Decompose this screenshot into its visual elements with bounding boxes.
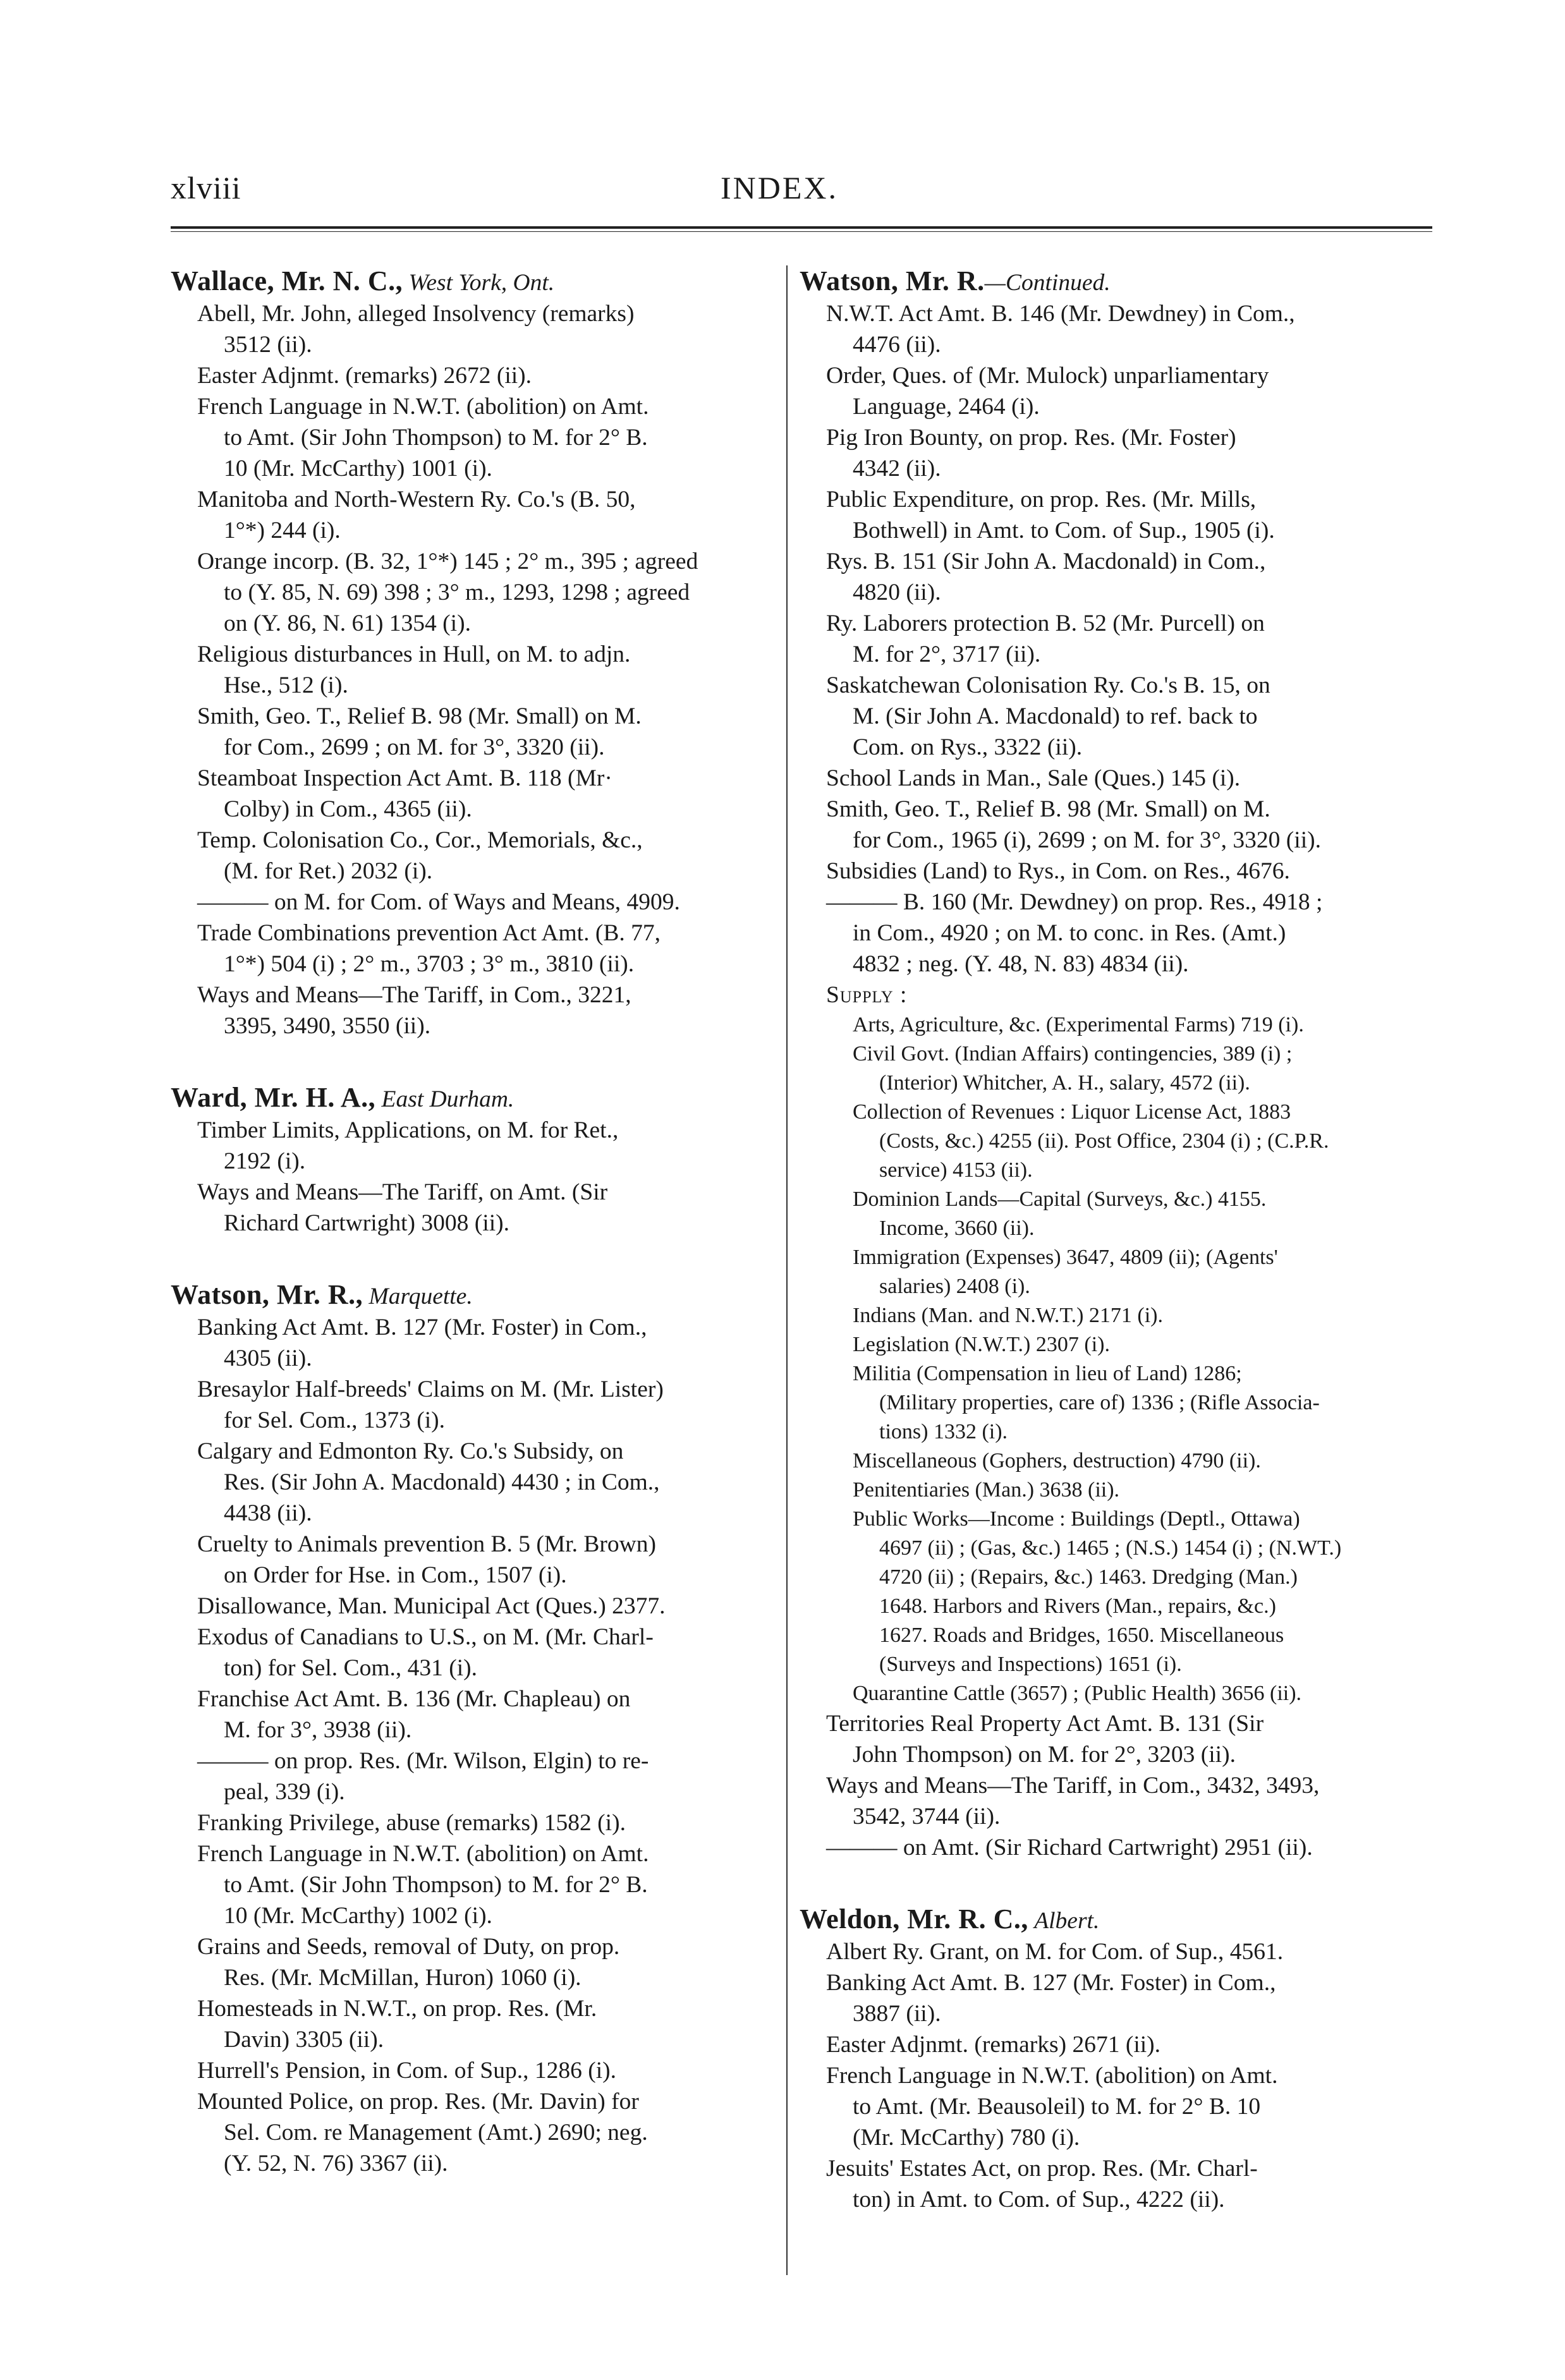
entry-continuation: (Mr. McCarthy) 780 (i). xyxy=(853,2125,1080,2151)
entry-line: Albert Ry. Grant, on M. for Com. of Sup., 4561. xyxy=(826,1939,1284,1965)
member-weldon xyxy=(800,1903,1413,2215)
member-watson-continued xyxy=(800,265,1413,1863)
supply-entry xyxy=(800,1301,1413,1330)
entry-continuation: 2192 (i). xyxy=(224,1148,306,1174)
index-entry xyxy=(171,918,784,980)
index-entry xyxy=(171,763,784,825)
entry-line: Smith, Geo. T., Relief B. 98 (Mr. Small) on M. xyxy=(197,703,642,729)
entry-continuation: M. (Sir John A. Macdonald) to ref. back to xyxy=(853,703,1258,729)
index-entry xyxy=(800,1936,1413,1967)
index-entry xyxy=(800,2029,1413,2060)
index-entry xyxy=(800,887,1413,980)
entry-continuation: 3395, 3490, 3550 (ii). xyxy=(224,1013,431,1039)
index-entry xyxy=(800,608,1413,670)
index-entry xyxy=(171,1436,784,1529)
entry-continuation: Sel. Com. re Management (Amt.) 2690; neg. xyxy=(224,2120,648,2146)
entry-line: Grains and Seeds, removal of Duty, on prop. xyxy=(197,1934,620,1960)
entry-line: Mounted Police, on prop. Res. (Mr. Davin) for xyxy=(197,2089,639,2115)
index-entry xyxy=(800,298,1413,360)
entry-continuation: 1°*) 504 (i) ; 2° m., 3703 ; 3° m., 3810 (ii). xyxy=(224,951,635,977)
entry-line: Ry. Laborers protection B. 52 (Mr. Purcell) on xyxy=(826,610,1265,636)
entry-line: Banking Act Amt. B. 127 (Mr. Foster) in Com., xyxy=(826,1970,1276,1996)
index-entry xyxy=(800,2153,1413,2215)
constituency: Marquette. xyxy=(368,1284,473,1309)
entry-continuation: 4476 (ii). xyxy=(853,332,941,358)
supply-entry xyxy=(800,1243,1413,1301)
entry-line: Abell, Mr. John, alleged Insolvency (remarks) xyxy=(197,301,635,327)
member-heading xyxy=(171,1279,784,1312)
entry-line: Miscellaneous (Gophers, destruction) 4790 (ii). xyxy=(853,1449,1261,1472)
index-entry xyxy=(171,1529,784,1591)
entry-line: Pig Iron Bounty, on prop. Res. (Mr. Foster) xyxy=(826,425,1236,451)
entry-line: Saskatchewan Colonisation Ry. Co.'s B. 15, on xyxy=(826,672,1270,698)
entry-line: French Language in N.W.T. (abolition) on Amt. xyxy=(826,2063,1278,2089)
entry-continuation: on (Y. 86, N. 61) 1354 (i). xyxy=(224,610,471,636)
index-entry xyxy=(171,1993,784,2055)
member-name: Ward, Mr. H. A., xyxy=(171,1082,376,1113)
entry-continuation: to Amt. (Sir John Thompson) to M. for 2° B. xyxy=(224,1872,648,1898)
entry-line: Religious disturbances in Hull, on M. to adjn. xyxy=(197,641,631,667)
entry-continuation: Res. (Sir John A. Macdonald) 4430 ; in Com., xyxy=(224,1469,660,1495)
entry-line: Quarantine Cattle (3657) ; (Public Health) 3656 (ii). xyxy=(853,1682,1302,1705)
entry-continuation: 4832 ; neg. (Y. 48, N. 83) 4834 (ii). xyxy=(853,951,1189,977)
entry-continuation: 1627. Roads and Bridges, 1650. Miscellaneous xyxy=(879,1624,1284,1647)
entry-line: Banking Act Amt. B. 127 (Mr. Foster) in Com., xyxy=(197,1314,647,1340)
member-name: Weldon, Mr. R. C., xyxy=(800,1903,1028,1934)
index-entry xyxy=(171,484,784,546)
supply-entry xyxy=(800,1447,1413,1476)
supply-entry xyxy=(800,1011,1413,1040)
entry-continuation: Bothwell) in Amt. to Com. of Sup., 1905 (i). xyxy=(853,518,1275,543)
member-ward xyxy=(171,1082,784,1239)
index-entry xyxy=(800,856,1413,887)
entry-continuation: Colby) in Com., 4365 (ii). xyxy=(224,796,472,822)
entry-line: Penitentiaries (Man.) 3638 (ii). xyxy=(853,1478,1120,1502)
supply-entry xyxy=(800,1505,1413,1679)
entry-line: Exodus of Canadians to U.S., on M. (Mr. Charl- xyxy=(197,1624,654,1650)
member-wallace xyxy=(171,265,784,1041)
entry-line: N.W.T. Act Amt. B. 146 (Mr. Dewdney) in Com., xyxy=(826,301,1295,327)
entry-line: Smith, Geo. T., Relief B. 98 (Mr. Small) on M. xyxy=(826,796,1270,822)
entry-line: Legislation (N.W.T.) 2307 (i). xyxy=(853,1333,1110,1356)
supply-entry xyxy=(800,1359,1413,1447)
entry-continuation: John Thompson) on M. for 2°, 3203 (ii). xyxy=(853,1742,1236,1768)
entry-continuation: in Com., 4920 ; on M. to conc. in Res. (Amt.) xyxy=(853,920,1286,946)
member-name: Watson, Mr. R., xyxy=(171,1279,363,1310)
entry-list xyxy=(171,1115,784,1239)
entry-line: Cruelty to Animals prevention B. 5 (Mr. Brown) xyxy=(197,1531,656,1557)
entry-continuation: to (Y. 85, N. 69) 398 ; 3° m., 1293, 1298 ; agreed xyxy=(224,580,690,605)
entry-line: Easter Adjnmt. (remarks) 2671 (ii). xyxy=(826,2032,1161,2058)
entry-line: Immigration (Expenses) 3647, 4809 (ii); (Agents' xyxy=(853,1246,1278,1269)
entry-continuation: Hse., 512 (i). xyxy=(224,672,348,698)
entry-line: Steamboat Inspection Act Amt. B. 118 (Mr· xyxy=(197,765,612,791)
index-entry xyxy=(171,1838,784,1931)
constituency: Albert. xyxy=(1034,1908,1100,1934)
entry-line: Public Expenditure, on prop. Res. (Mr. Mills, xyxy=(826,487,1257,513)
entry-line: Militia (Compensation in lieu of Land) 1286; xyxy=(853,1362,1242,1385)
entry-continuation: 1648. Harbors and Rivers (Man., repairs, &c.) xyxy=(879,1594,1276,1618)
entry-continuation: for Com., 1965 (i), 2699 ; on M. for 3°, 3320 (ii). xyxy=(853,827,1321,853)
entry-line: Arts, Agriculture, &c. (Experimental Farms) 719 (i). xyxy=(853,1013,1304,1036)
entry-continuation: 10 (Mr. McCarthy) 1001 (i). xyxy=(224,456,492,482)
entry-continuation: salaries) 2408 (i). xyxy=(879,1275,1030,1298)
entry-continuation: (Surveys and Inspections) 1651 (i). xyxy=(879,1653,1182,1676)
index-entry xyxy=(171,1177,784,1239)
index-entry xyxy=(800,1967,1413,2029)
entry-continuation: Davin) 3305 (ii). xyxy=(224,2027,384,2053)
entry-line: ——— on prop. Res. (Mr. Wilson, Elgin) to re- xyxy=(197,1748,649,1774)
index-entry xyxy=(171,546,784,639)
entry-continuation: to Amt. (Mr. Beausoleil) to M. for 2° B. 10 xyxy=(853,2094,1261,2120)
entry-continuation: (M. for Ret.) 2032 (i). xyxy=(224,858,433,884)
entry-line: Disallowance, Man. Municipal Act (Ques.) 2377. xyxy=(197,1593,666,1619)
entry-line: Ways and Means—The Tariff, on Amt. (Sir xyxy=(197,1179,608,1205)
index-entry xyxy=(800,360,1413,422)
entry-continuation: to Amt. (Sir John Thompson) to M. for 2° B. xyxy=(224,425,648,451)
index-entry xyxy=(800,1770,1413,1832)
entry-continuation: on Order for Hse. in Com., 1507 (i). xyxy=(224,1562,567,1588)
index-entry xyxy=(800,1832,1413,1863)
index-entry xyxy=(171,1684,784,1746)
entry-continuation: 10 (Mr. McCarthy) 1002 (i). xyxy=(224,1903,492,1929)
supply-entry xyxy=(800,1476,1413,1505)
supply-entry-list xyxy=(800,1011,1413,1708)
member-name: Watson, Mr. R. xyxy=(800,265,985,296)
right-column xyxy=(800,265,1413,2256)
entry-line: French Language in N.W.T. (abolition) on Amt. xyxy=(197,1841,649,1867)
entry-continuation: (Interior) Whitcher, A. H., salary, 4572 (ii). xyxy=(879,1071,1250,1095)
running-title: INDEX. xyxy=(721,170,839,205)
member-watson xyxy=(171,1279,784,2179)
entry-continuation: Language, 2464 (i). xyxy=(853,394,1040,420)
entry-continuation: Income, 3660 (ii). xyxy=(879,1217,1035,1240)
entry-continuation: Res. (Mr. McMillan, Huron) 1060 (i). xyxy=(224,1965,582,1991)
supply-entry xyxy=(800,1185,1413,1243)
entry-line: Rys. B. 151 (Sir John A. Macdonald) in Com., xyxy=(826,549,1266,574)
entry-continuation: (Military properties, care of) 1336 ; (Rifle Associa- xyxy=(879,1391,1320,1414)
member-heading xyxy=(171,1082,784,1115)
entry-line: Civil Govt. (Indian Affairs) contingencies, 389 (i) ; xyxy=(853,1042,1293,1066)
entry-list xyxy=(800,1708,1413,1863)
member-heading xyxy=(171,265,784,298)
index-entry xyxy=(171,701,784,763)
entry-line: Subsidies (Land) to Rys., in Com. on Res., 4676. xyxy=(826,858,1290,884)
entry-continuation: M. for 2°, 3717 (ii). xyxy=(853,641,1041,667)
entry-continuation: 4342 (ii). xyxy=(853,456,941,482)
entry-line: Calgary and Edmonton Ry. Co.'s Subsidy, on xyxy=(197,1438,624,1464)
index-entry xyxy=(171,391,784,484)
header-rule xyxy=(171,226,1432,232)
index-entry xyxy=(171,1591,784,1622)
index-entry xyxy=(171,1374,784,1436)
entry-list xyxy=(800,298,1413,980)
entry-line: French Language in N.W.T. (abolition) on Amt. xyxy=(197,394,649,420)
member-name: Wallace, Mr. N. C., xyxy=(171,265,403,296)
member-heading xyxy=(800,1903,1413,1936)
supply-entry xyxy=(800,1040,1413,1098)
index-entry xyxy=(171,1807,784,1838)
entry-line: Ways and Means—The Tariff, in Com., 3432, 3493, xyxy=(826,1773,1320,1799)
entry-line: Territories Real Property Act Amt. B. 131 (Sir xyxy=(826,1711,1264,1737)
entry-continuation: 4305 (ii). xyxy=(224,1345,312,1371)
index-entry xyxy=(171,980,784,1041)
index-entry xyxy=(800,546,1413,608)
index-entry xyxy=(171,1312,784,1374)
entry-line: Collection of Revenues : Liquor License Act, 1883 xyxy=(853,1100,1291,1124)
member-heading xyxy=(800,265,1413,298)
entry-continuation: for Sel. Com., 1373 (i). xyxy=(224,1407,445,1433)
entry-continuation: Com. on Rys., 3322 (ii). xyxy=(853,734,1083,760)
entry-list xyxy=(171,298,784,1041)
constituency: East Durham. xyxy=(381,1086,515,1112)
entry-line: Orange incorp. (B. 32, 1°*) 145 ; 2° m., 395 ; agreed xyxy=(197,549,698,574)
entry-continuation: (Costs, &c.) 4255 (ii). Post Office, 2304 (i) ; (C.P.R. xyxy=(879,1129,1329,1153)
index-entry xyxy=(800,763,1413,794)
entry-line: Public Works—Income : Buildings (Deptl., Ottawa) xyxy=(853,1507,1300,1531)
index-entry xyxy=(171,1622,784,1684)
entry-line: School Lands in Man., Sale (Ques.) 145 (i). xyxy=(826,765,1241,791)
entry-line: Homesteads in N.W.T., on prop. Res. (Mr. xyxy=(197,1996,597,2022)
entry-line: Trade Combinations prevention Act Amt. (B. 77, xyxy=(197,920,661,946)
constituency: West York, Ont. xyxy=(408,270,555,296)
entry-continuation: peal, 339 (i). xyxy=(224,1779,345,1805)
entry-continuation: 1°*) 244 (i). xyxy=(224,518,341,543)
entry-line: ——— B. 160 (Mr. Dewdney) on prop. Res., 4918 ; xyxy=(826,889,1323,915)
entry-continuation: 4697 (ii) ; (Gas, &c.) 1465 ; (N.S.) 1454 (i) ; (N.WT.) xyxy=(879,1536,1342,1560)
entry-line: ——— on Amt. (Sir Richard Cartwright) 2951 (ii). xyxy=(826,1835,1313,1861)
entry-line: Jesuits' Estates Act, on prop. Res. (Mr. Charl- xyxy=(826,2156,1258,2182)
supply-heading: Supply : xyxy=(826,982,908,1008)
entry-continuation: for Com., 2699 ; on M. for 3°, 3320 (ii). xyxy=(224,734,605,760)
continued-label: —Continued. xyxy=(984,270,1111,296)
entry-line: Dominion Lands—Capital (Surveys, &c.) 4155. xyxy=(853,1187,1267,1211)
entry-continuation: ton) in Amt. to Com. of Sup., 4222 (ii). xyxy=(853,2187,1225,2213)
index-entry xyxy=(171,2086,784,2179)
left-column xyxy=(171,265,784,2219)
entry-line: Timber Limits, Applications, on M. for Ret., xyxy=(197,1117,619,1143)
index-entry xyxy=(171,1931,784,1993)
entry-continuation: 4720 (ii) ; (Repairs, &c.) 1463. Dredging (Man.) xyxy=(879,1565,1298,1589)
index-entry xyxy=(800,422,1413,484)
entry-continuation: 4820 (ii). xyxy=(853,580,941,605)
index-entry xyxy=(171,360,784,391)
entry-line: Temp. Colonisation Co., Cor., Memorials, &c., xyxy=(197,827,643,853)
supply-entry xyxy=(800,1679,1413,1708)
index-entry xyxy=(800,670,1413,763)
entry-line: Franking Privilege, abuse (remarks) 1582 (i). xyxy=(197,1810,626,1836)
entry-line: Easter Adjnmt. (remarks) 2672 (ii). xyxy=(197,363,532,389)
entry-continuation: (Y. 52, N. 76) 3367 (ii). xyxy=(224,2151,448,2177)
entry-line: Franchise Act Amt. B. 136 (Mr. Chapleau) on xyxy=(197,1686,631,1712)
supply-entry xyxy=(800,1098,1413,1185)
entry-line: Indians (Man. and N.W.T.) 2171 (i). xyxy=(853,1304,1164,1327)
index-entry xyxy=(800,794,1413,856)
entry-continuation: 3512 (ii). xyxy=(224,332,312,358)
index-entry xyxy=(171,298,784,360)
entry-continuation: 4438 (ii). xyxy=(224,1500,312,1526)
entry-continuation: Richard Cartwright) 3008 (ii). xyxy=(224,1210,509,1236)
entry-continuation: M. for 3°, 3938 (ii). xyxy=(224,1717,412,1743)
entry-continuation: ton) for Sel. Com., 431 (i). xyxy=(224,1655,478,1681)
entry-line: Manitoba and North-Western Ry. Co.'s (B. 50, xyxy=(197,487,636,513)
entry-line: Ways and Means—The Tariff, in Com., 3221, xyxy=(197,982,631,1008)
index-entry xyxy=(171,887,784,918)
entry-line: Order, Ques. of (Mr. Mulock) unparliamentary xyxy=(826,363,1269,389)
index-entry xyxy=(171,2055,784,2086)
index-entry xyxy=(171,825,784,887)
entry-list xyxy=(800,1936,1413,2215)
index-entry xyxy=(171,1746,784,1807)
entry-continuation: 3542, 3744 (ii). xyxy=(853,1804,1001,1830)
column-divider xyxy=(786,265,788,2275)
entry-line: ——— on M. for Com. of Ways and Means, 4909. xyxy=(197,889,680,915)
page-number: xlviii xyxy=(171,170,241,205)
index-entry xyxy=(800,1708,1413,1770)
page-header xyxy=(0,158,1565,215)
index-entry xyxy=(171,1115,784,1177)
supply-entry xyxy=(800,1330,1413,1359)
index-entry xyxy=(171,639,784,701)
entry-line: Bresaylor Half-breeds' Claims on M. (Mr. Lister) xyxy=(197,1376,664,1402)
entry-line: Hurrell's Pension, in Com. of Sup., 1286 (i). xyxy=(197,2058,616,2084)
entry-continuation: service) 4153 (ii). xyxy=(879,1158,1033,1182)
index-entry xyxy=(800,484,1413,546)
entry-continuation: tions) 1332 (i). xyxy=(879,1420,1008,1443)
entry-continuation: 3887 (ii). xyxy=(853,2001,941,2027)
entry-list xyxy=(171,1312,784,2179)
index-entry xyxy=(800,2060,1413,2153)
